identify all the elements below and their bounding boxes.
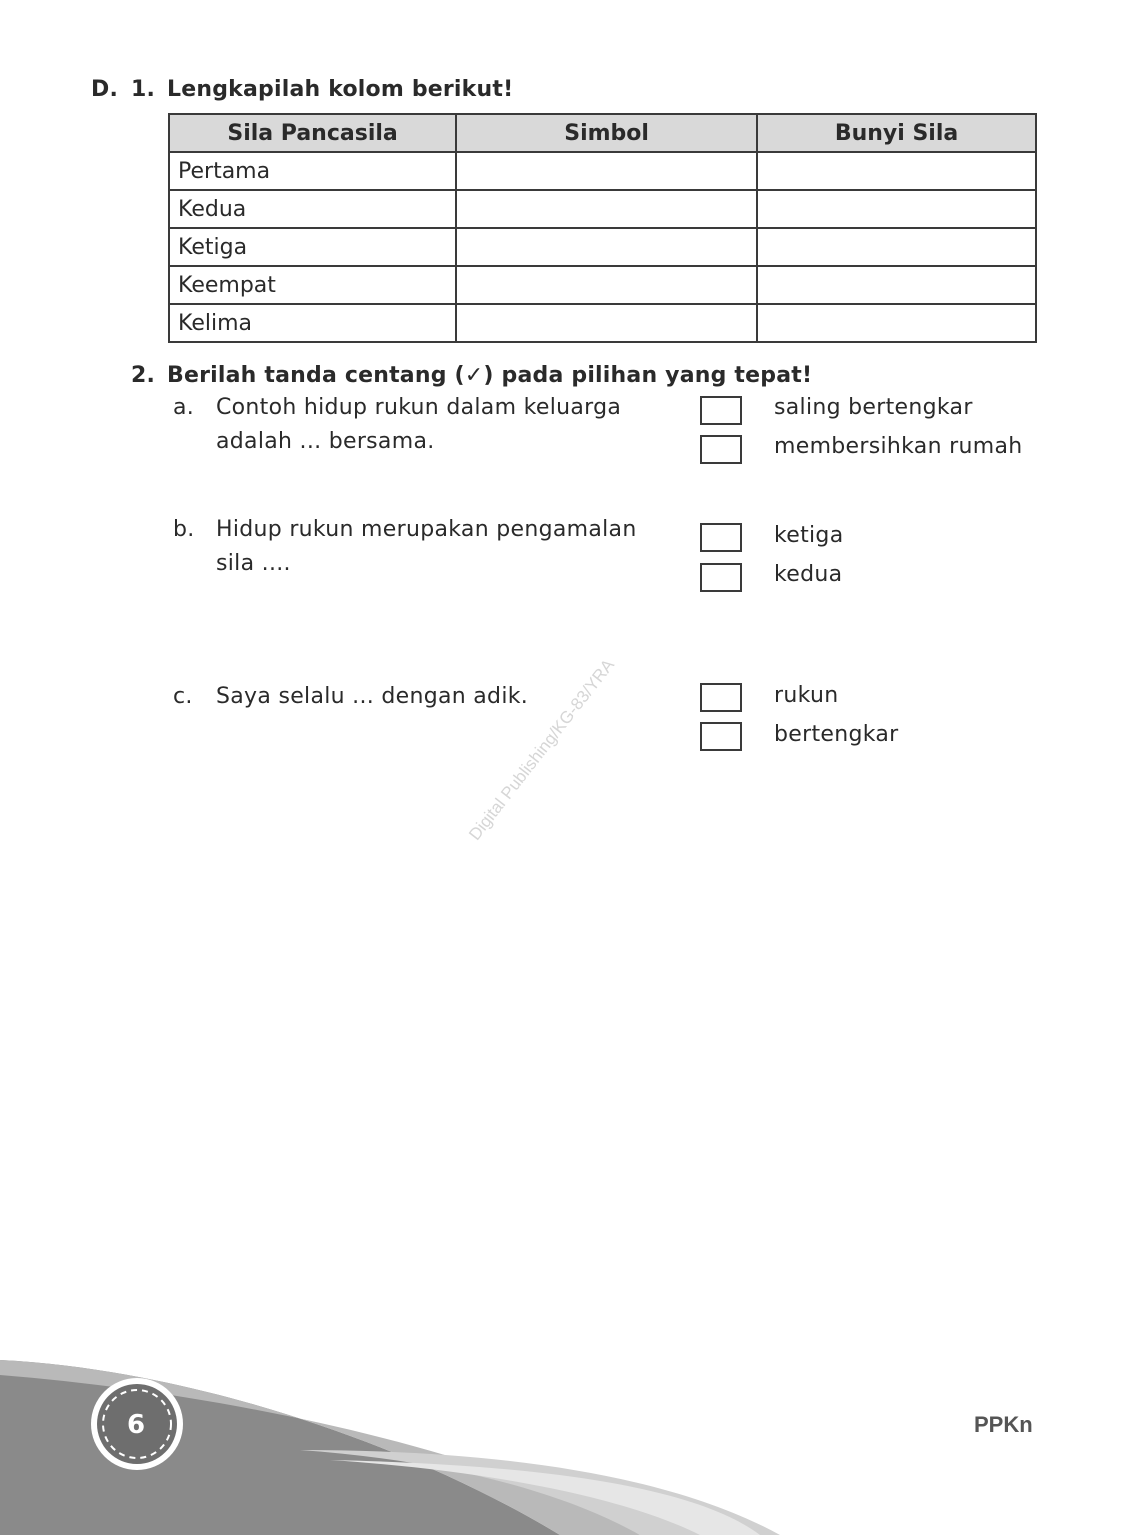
section-letter: D. <box>91 77 119 102</box>
bunyi-sila-cell[interactable] <box>757 304 1036 342</box>
simbol-cell[interactable] <box>456 266 757 304</box>
footer-wave-decoration <box>0 1300 1122 1535</box>
item-a-option-2-label: membersihkan rumah <box>774 434 1023 459</box>
item-c-option-2-checkbox[interactable] <box>700 722 742 751</box>
item-b-option-1-checkbox[interactable] <box>700 523 742 552</box>
item-a-line1: Contoh hidup rukun dalam keluarga <box>216 395 622 420</box>
item-b-option-1-label: ketiga <box>774 523 844 548</box>
row-label: Ketiga <box>169 228 456 266</box>
item-c-option-1-label: rukun <box>774 683 839 708</box>
item-a-option-2-checkbox[interactable] <box>700 435 742 464</box>
pancasila-table <box>168 113 1037 343</box>
row-label: Kelima <box>169 304 456 342</box>
table-header-row <box>169 114 1036 152</box>
item-c-letter: c. <box>173 684 193 709</box>
item-a-letter: a. <box>173 395 195 420</box>
item-b-letter: b. <box>173 517 195 542</box>
bunyi-sila-cell[interactable] <box>757 152 1036 190</box>
item-b-line2: sila .... <box>216 551 291 576</box>
header-sila-pancasila: Sila Pancasila <box>169 114 456 152</box>
page-number: 6 <box>126 1410 146 1440</box>
item-b-line1: Hidup rukun merupakan pengamalan <box>216 517 637 542</box>
bunyi-sila-cell[interactable] <box>757 190 1036 228</box>
item-a-line2: adalah ... bersama. <box>216 429 435 454</box>
row-label: Pertama <box>169 152 456 190</box>
simbol-cell[interactable] <box>456 304 757 342</box>
item-c-option-1-checkbox[interactable] <box>700 683 742 712</box>
item-c-line1: Saya selalu ... dengan adik. <box>216 684 529 709</box>
bunyi-sila-cell[interactable] <box>757 228 1036 266</box>
subject-label: PPKn <box>974 1412 1033 1437</box>
item-b-option-2-label: kedua <box>774 562 843 587</box>
question-1-title: Lengkapilah kolom berikut! <box>167 77 514 102</box>
table-row <box>169 228 1036 266</box>
question-2-number: 2. <box>131 363 156 388</box>
question-2-title: Berilah tanda centang (✓) pada pilihan yang tepat! <box>167 363 813 388</box>
watermark: Digital Publishing/KG-83/YRA <box>465 655 619 844</box>
bunyi-sila-cell[interactable] <box>757 266 1036 304</box>
row-label: Kedua <box>169 190 456 228</box>
item-a-option-1-checkbox[interactable] <box>700 396 742 425</box>
item-b-option-2-checkbox[interactable] <box>700 563 742 592</box>
question-1-number: 1. <box>131 77 156 102</box>
simbol-cell[interactable] <box>456 228 757 266</box>
table-row <box>169 152 1036 190</box>
table-row <box>169 304 1036 342</box>
simbol-cell[interactable] <box>456 152 757 190</box>
item-a-option-1-label: saling bertengkar <box>774 395 973 420</box>
simbol-cell[interactable] <box>456 190 757 228</box>
table-row <box>169 266 1036 304</box>
item-c-option-2-label: bertengkar <box>774 722 899 747</box>
header-bunyi-sila: Bunyi Sila <box>757 114 1036 152</box>
header-simbol: Simbol <box>456 114 757 152</box>
row-label: Keempat <box>169 266 456 304</box>
table-row <box>169 190 1036 228</box>
